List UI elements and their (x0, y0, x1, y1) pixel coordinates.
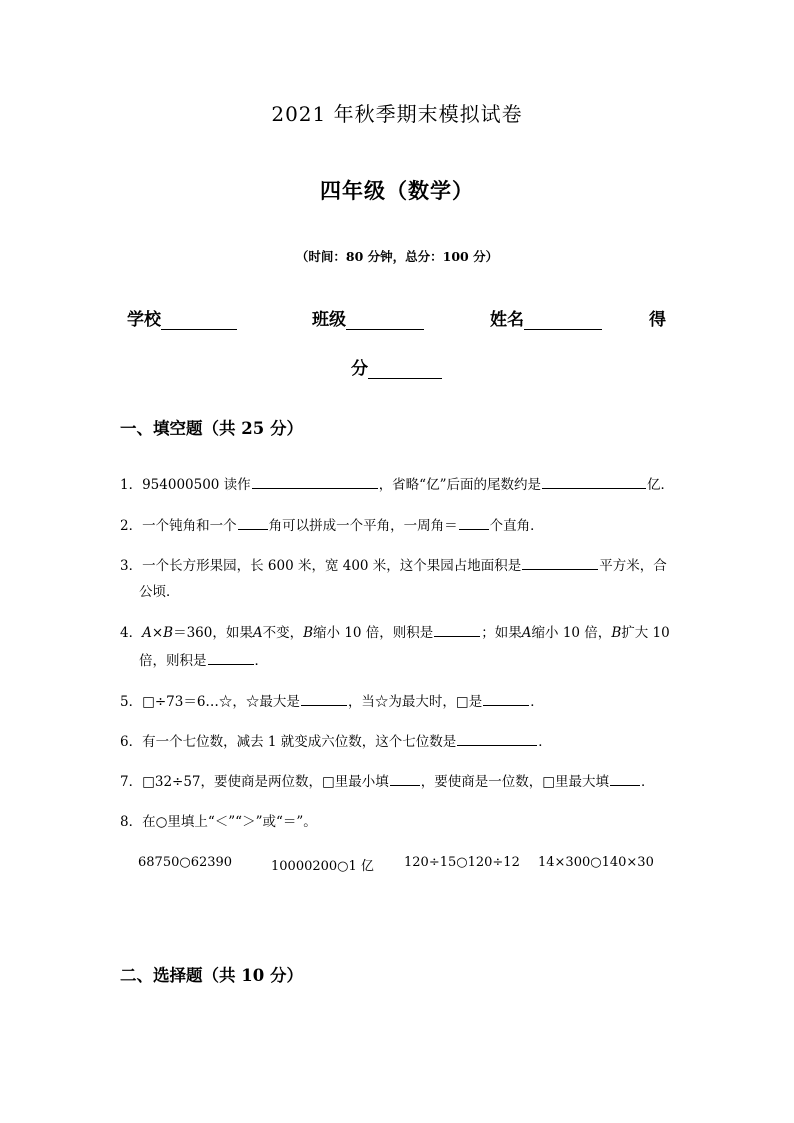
question-number: 5． (120, 694, 143, 710)
name-blank[interactable] (524, 312, 602, 330)
question-3 (120, 555, 667, 576)
comparison-item-4[interactable]: 14×300○140×30 (538, 855, 654, 870)
score-field (351, 354, 442, 379)
answer-blank[interactable] (610, 771, 640, 786)
answer-blank[interactable] (238, 515, 268, 530)
question-number: 4． (120, 625, 143, 641)
variable-b: B (163, 625, 174, 641)
question-number: 8． (120, 814, 143, 830)
question-text: 不变， (262, 625, 304, 641)
question-number: 7． (120, 774, 143, 790)
question-text: 扩大 10 (621, 625, 670, 641)
question-5 (120, 691, 544, 712)
name-field (490, 305, 602, 330)
name-label: 姓名 (490, 310, 524, 330)
question-4 (120, 622, 670, 643)
question-text: 缩小 10 倍， (531, 625, 612, 641)
times-sign: × (151, 625, 164, 641)
school-field (127, 305, 237, 330)
school-blank[interactable] (161, 312, 237, 330)
question-text: 954000500 读作 (142, 477, 251, 493)
answer-blank[interactable] (522, 555, 598, 570)
question-6 (120, 731, 552, 752)
variable-a: A (252, 625, 263, 641)
comparison-item-3[interactable]: 120÷15○120÷12 (404, 855, 520, 870)
exam-title: 2021 年秋季期末模拟试卷 (271, 102, 523, 126)
question-text: ＝360，如果 (173, 625, 253, 641)
question-number: 6． (120, 734, 143, 750)
question-text: 平方米，合 (599, 558, 667, 574)
question-text: 角可以拼成一个平角，一周角＝ (268, 518, 458, 534)
answer-blank[interactable] (434, 622, 480, 637)
answer-blank[interactable] (390, 771, 420, 786)
question-text: 倍，则积是 (139, 653, 207, 669)
variable-a: A (142, 625, 152, 641)
question-text: 个直角． (489, 518, 544, 534)
section-choice-heading: 二、选择题（共 10 分） (120, 966, 303, 985)
exam-time-info: （时间：80 分钟，总分：100 分） (295, 249, 499, 264)
question-2 (120, 515, 544, 536)
answer-blank[interactable] (252, 474, 378, 489)
score-blank[interactable] (368, 361, 442, 379)
comparison-item-1[interactable]: 68750○62390 (138, 855, 233, 870)
class-blank[interactable] (346, 312, 424, 330)
question-text: 在○里填上“＜”“＞”或“＝”。 (142, 814, 317, 830)
question-text: ，要使商是一位数，□里最大填 (420, 774, 610, 790)
school-label: 学校 (127, 310, 161, 330)
answer-blank[interactable] (483, 691, 529, 706)
class-label: 班级 (312, 310, 346, 330)
question-text: 缩小 10 倍，则积是 (313, 625, 434, 641)
question-text: ． (530, 694, 544, 710)
question-8 (120, 812, 317, 832)
question-text: 有一个七位数，减去 1 就变成六位数，这个七位数是 (142, 734, 457, 750)
question-text: 一个钝角和一个 (142, 518, 237, 534)
question-number: 2． (120, 518, 143, 534)
score-label-part1: 得 (649, 310, 666, 330)
question-number: 1． (120, 477, 143, 493)
question-text: 亿． (647, 477, 674, 493)
score-label-part2: 分 (351, 359, 368, 379)
exam-subtitle: 四年级（数学） (320, 178, 474, 203)
class-field (312, 305, 424, 330)
answer-blank[interactable] (457, 731, 537, 746)
section-fill-blank-heading: 一、填空题（共 25 分） (120, 419, 303, 438)
variable-b: B (303, 625, 314, 641)
question-text: ，省略“亿”后面的尾数约是 (378, 477, 541, 493)
question-text: ． (641, 774, 655, 790)
variable-a: A (521, 625, 532, 641)
question-text: ；如果 (481, 625, 522, 641)
answer-blank[interactable] (208, 650, 254, 665)
question-7 (120, 771, 655, 792)
answer-blank[interactable] (542, 474, 646, 489)
question-number: 3． (120, 558, 143, 574)
question-text: ，当☆为最大时，□是 (347, 694, 483, 710)
question-text: □32÷57，要使商是两位数，□里最小填 (142, 774, 389, 790)
variable-b: B (611, 625, 622, 641)
question-text: ． (538, 734, 552, 750)
question-text: □÷73＝6…☆，☆最大是 (142, 694, 300, 710)
question-1 (120, 474, 674, 495)
answer-blank[interactable] (459, 515, 489, 530)
question-text: 一个长方形果园，长 600 米，宽 400 米，这个果园占地面积是 (142, 558, 522, 574)
question-3-cont: 公顷． (139, 584, 180, 600)
answer-blank[interactable] (301, 691, 347, 706)
comparison-item-2[interactable]: 10000200○1 亿 (271, 859, 374, 874)
question-4-cont (139, 650, 268, 671)
question-text: ． (254, 653, 268, 669)
